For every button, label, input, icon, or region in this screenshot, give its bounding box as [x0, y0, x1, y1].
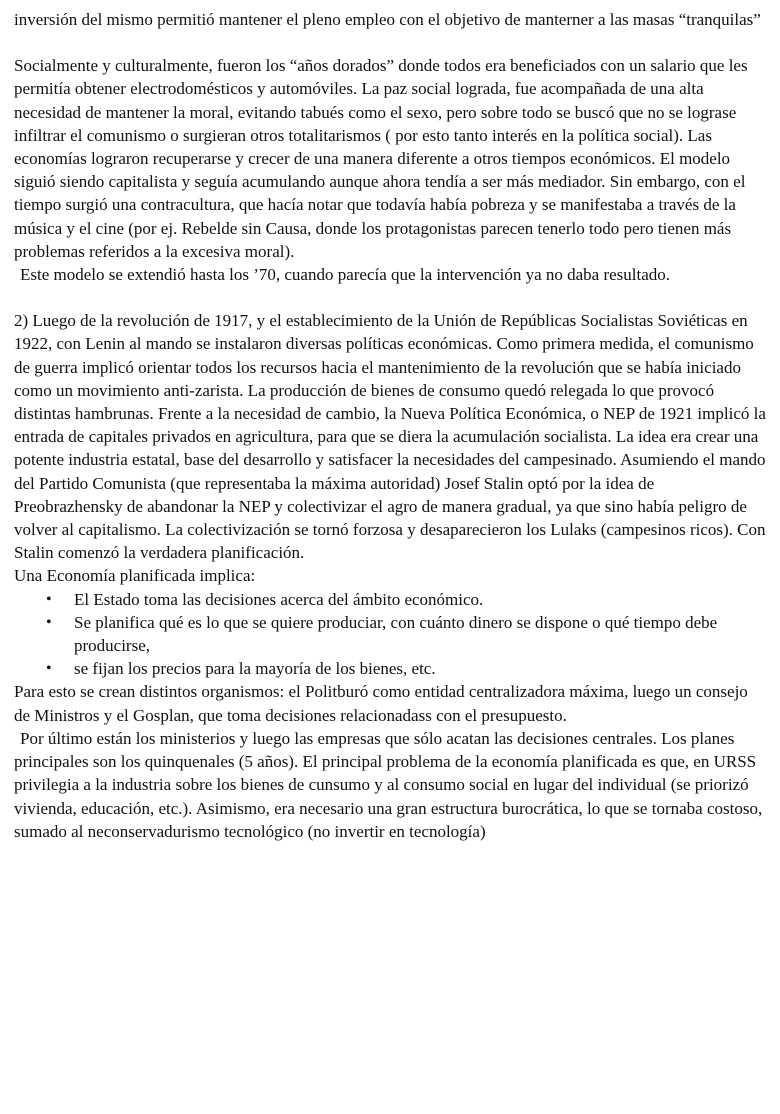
document-page [14, 8, 766, 843]
bullet-list [14, 588, 766, 681]
list-item: • se fijan los precios para la mayoría de los bienes, etc. [74, 657, 766, 680]
list-item: • Se planifica qué es lo que se quiere produciar, con cuánto dinero se dispone o qué tiempo debe producirse, [74, 611, 766, 657]
paragraph-intro: inversión del mismo permitió mantener el pleno empleo con el objetivo de manterner a las masas “tranquilas” [14, 10, 761, 29]
list-item: • El Estado toma las decisiones acerca del ámbito económico. [74, 588, 766, 611]
paragraph-soviet-revolution: 2) Luego de la revolución de 1917, y el establecimiento de la Unión de Repúblicas Socialistas Soviéticas en 1922, con Lenin al mando se instalaron diversas políticas económicas. Como primera medida, el comunismo de guerra implicó orientar todos los recursos hacia el mantenimiento de la revolución que se había iniciado como un movimiento anti-zarista. La producción de bienes de consumo quedó relegada lo que provocó distintas hambrunas. Frente a la necesidad de cambio, la Nueva Política Económica, o NEP de 1921 implicó la entrada de capitales privados en agricultura, para que se diera la acumulación socialista. La idea era crear una potente industria estatal, base del desarrollo y satisfacer la necesidades del campesinado. Asumiendo el mando del Partido Comunista (que representaba la máxima autoridad) Josef Stalin optó por la idea de Preobrazhensky de abandonar la NEP y colectivizar el agro de manera gradual, ya que sino había peligro de volver al capitalismo. La colectivización se tornó forzosa y desaparecieron los Lulaks (campesinos ricos). Con Stalin comenzó la verdadera planificación. [14, 311, 766, 563]
paragraph-model-extension: Este modelo se extendió hasta los ’70, cuando parecía que la intervención ya no daba resultado. [20, 265, 671, 285]
paragraph-planned-economy-heading: Una Economía planificada implica: [14, 566, 256, 586]
paragraph-gap [14, 286, 766, 309]
paragraph-gap [14, 31, 766, 54]
paragraph-ministries: Por último están los ministerios y luego las empresas que sólo acatan las decisiones centrales. Los planes principales son los quinquenales (5 años). El principal problema de la economía planificada es que, en URSS privilegia a la industria sobre los bienes de cunsumo y al consumo social en lugar del individual (se priorizó vivienda, educación, etc.). Asimismo, era necesario una gran estructura burocrática, lo que se tornaba costoso, sumado al neconservadurismo tecnológico (no invertir en tecnología) [14, 728, 763, 841]
paragraph-organisms: Para esto se crean distintos organismos: el Politburó como entidad centralizadora máxima, luego un consejo de Ministros y el Gosplan, que toma decisiones relacionadass con el presupuesto. [14, 682, 748, 725]
paragraph-social-cultural: Socialmente y culturalmente, fueron los “años dorados” donde todos era beneficiados con un salario que les permitía obtener electrodomésticos y automóviles. La paz social lograda, fue acompañada de una alta necesidad de mantener la moral, evitando tabués como el sexo, pero sobre todo se buscó que no se lograse infiltrar el comunismo o surgieran otros totalitarismos ( por esto tanto interés en la política social). Las economías lograron recuperarse y crecer de una manera diferente a otros tiempos económicos. El modelo siguió siendo capitalista y seguía acumulando aunque ahora tendía a ser más mediador. Sin embargo, con el tiempo surgió una contracultura, que hacía notar que todavía había pobreza y se manifestaba a través de la música y el cine (por ej. Rebelde sin Causa, donde los protagonistas parecen tenerlo todo pero tienen más problemas referidos a la excesiva moral). [14, 56, 748, 261]
